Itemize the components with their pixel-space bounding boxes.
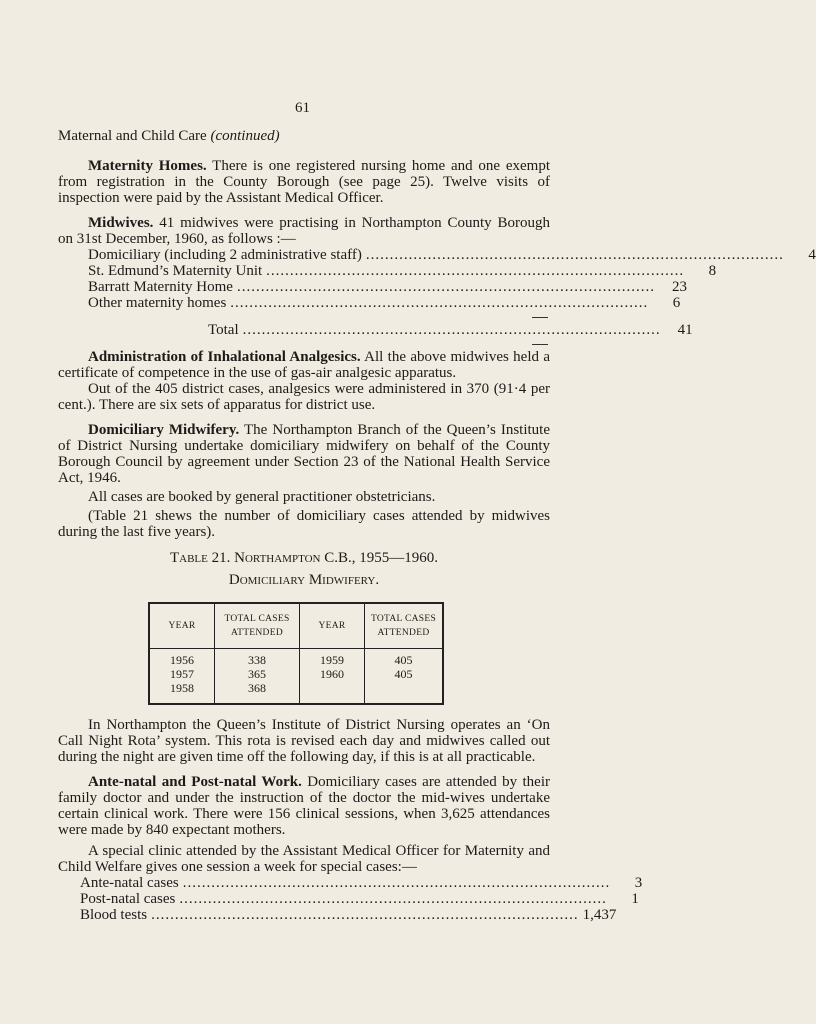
list-item-label: Blood tests [80,907,148,923]
list-item-value: 6 [672,295,681,311]
page-number: 61 [295,100,310,116]
list-item: Domiciliary (including 2 administrative staff) ........................................................................................ 4 [88,247,816,263]
list-item-value: 1 [631,891,639,907]
text-midwives: 41 midwives were practising in Northampton County Borough on 31st December, 1960, as follows :— [58,215,550,247]
list-item-label: Ante-natal cases [80,875,179,891]
midwives-list [88,247,816,349]
table-cell-years-left: 1956 1957 1958 [149,649,215,705]
list-item: Ante-natal cases .......................................................................................... 3 [80,875,643,891]
list-item-value: 4 [808,247,816,263]
text-domiciliary: The Northampton Branch of the Queen’s Institute of District Nursing undertake domiciliary midwifery on behalf of the County Borough Council by agreement under Section 23 of the National Health Service Act, 1946. [58,422,550,486]
lead-analgesics: Administration of Inhalational Analgesics. [88,349,361,365]
list-item-value: 3 [634,875,643,891]
total-value: 41 [677,322,693,338]
table-header-cases-2: TOTAL CASES ATTENDED [365,603,444,649]
text-antenatal: Domiciliary cases are attended by their family doctor and under the instruction of the doctor the mid-wives undertake certain clinical work. There were 156 clinical sessions, when 3,625 attendances were made by 840 expectant mothers. [58,774,550,838]
list-item: Blood tests .......................................................................................... 1,437 [80,907,617,923]
text-analgesics: All the above midwives held a certificate of competence in the use of gas-air analgesic apparatus. [58,349,551,381]
paragraph-antenatal [58,774,550,838]
paragraph-antenatal-2: A special clinic attended by the Assistant Medical Officer for Maternity and Child Welfare gives one session a week for special cases:— [58,843,550,875]
table-cell-cases-left: 338 365 368 [215,649,300,705]
lead-midwives: Midwives. [88,215,154,231]
list-item-label: Barratt Maternity Home [88,279,233,295]
list-item-value: 1,437 [582,907,617,923]
section-title-text: Maternal and Child Care [58,128,211,144]
section-title-continued: (continued) [210,128,280,144]
paragraph-midwives [58,215,550,247]
total-label: Total [208,322,239,338]
list-item-label: Domiciliary (including 2 administrative staff) [88,247,362,263]
total-rule-bottom [88,338,550,349]
lead-maternity-homes: Maternity Homes. [88,158,207,174]
list-item: St. Edmund’s Maternity Unit ........................................................................................ 8 [88,263,717,279]
table-header-year: YEAR [149,603,215,649]
lead-domiciliary: Domiciliary Midwifery. [88,422,240,438]
list-item-value: 23 [671,279,687,295]
total-row: Total ........................................................................................ 41 [208,322,693,338]
paragraph-maternity-homes [58,158,550,206]
midwifery-table [148,602,444,705]
list-item-value: 8 [708,263,717,279]
total-rule [88,311,550,322]
section-title [58,128,550,144]
list-item: Post-natal cases .......................................................................................... 1 [80,891,639,907]
text-maternity-homes: There is one registered nursing home and one exempt from registration in the County Borough (see page 25). Twelve visits of inspection were paid by the Assistant Medical Officer. [58,158,550,206]
paragraph-domiciliary [58,422,550,486]
paragraph-domiciliary-2: All cases are booked by general practitioner obstetricians. [88,489,436,505]
page-content [58,128,816,923]
list-item-label: Post-natal cases [80,891,176,907]
table-header-year-2: YEAR [300,603,365,649]
paragraph-analgesics [58,349,550,381]
paragraph-night-rota: In Northampton the Queen’s Institute of District Nursing operates an ‘On Call Night Rota’ system. This rota is revised each day and midwives called out during the night are given time off the following day, if this is at all practicable. [58,717,550,765]
list-item: Barratt Maternity Home ........................................................................................ 23 [88,279,687,295]
list-item-label: St. Edmund’s Maternity Unit [88,263,263,279]
paragraph-analgesics-2: Out of the 405 district cases, analgesics were administered in 370 (91·4 per cent.). There are six sets of apparatus for district use. [58,381,550,413]
list-item: Other maternity homes ........................................................................................ 6 [88,295,681,311]
table-cell-cases-right: 405 405 [394,653,413,681]
paragraph-domiciliary-3: (Table 21 shews the number of domiciliary cases attended by midwives during the last five years). [58,508,550,540]
table-cell-years-right: 1959 1960 [300,649,365,705]
table-header-cases: TOTAL CASES ATTENDED [215,603,300,649]
special-cases-list [80,875,643,923]
table-subcaption: Domiciliary Midwifery. [228,572,380,588]
table-caption: Table 21. Northampton C.B., 1955—1960. [169,550,438,566]
lead-antenatal: Ante-natal and Post-natal Work. [88,774,302,790]
list-item-label: Other maternity homes [88,295,227,311]
